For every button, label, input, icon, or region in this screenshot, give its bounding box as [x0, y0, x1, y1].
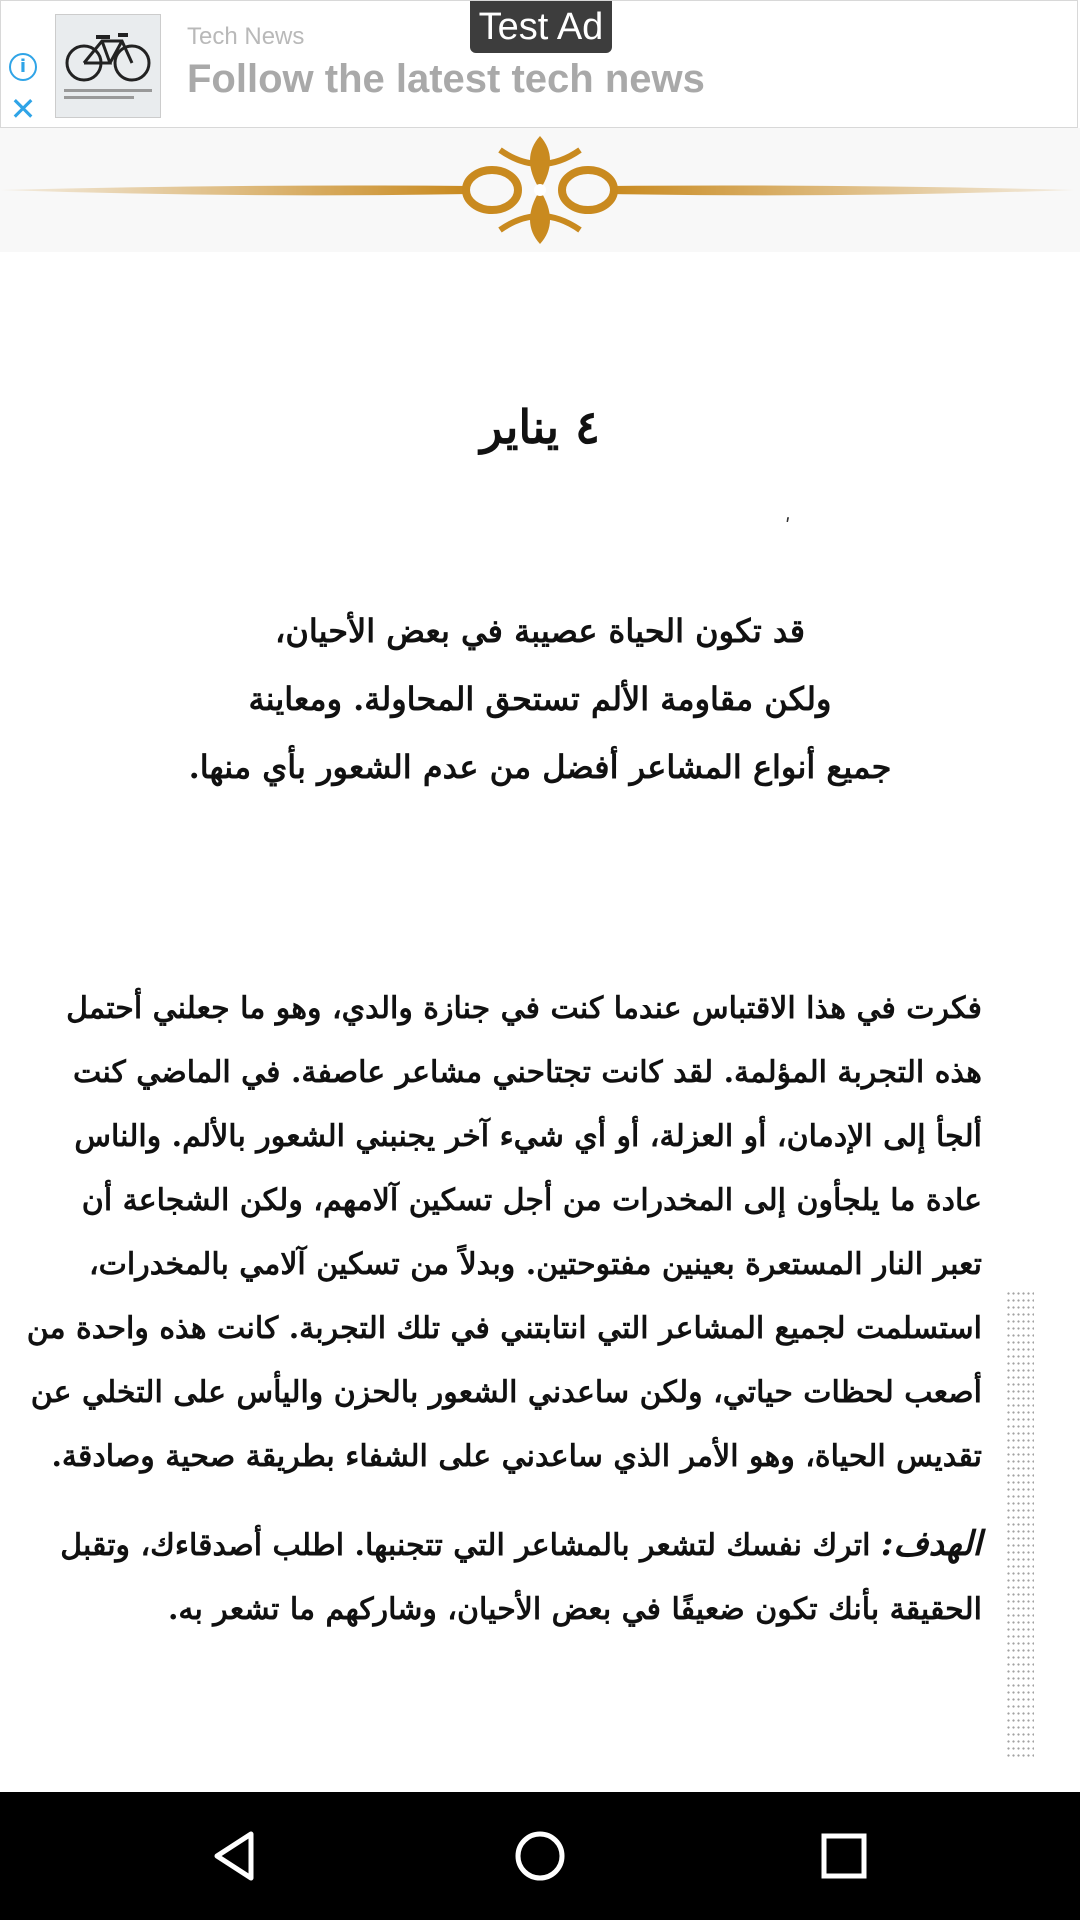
test-ad-label: Test Ad [470, 1, 612, 53]
goal-line: الحقيقة بأنك تكون ضعيفًا في بعض الأحيان، وشاركهم ما تشعر به. [167, 1592, 982, 1627]
info-icon[interactable]: i [9, 53, 37, 81]
paragraph-line: هذه التجربة المؤلمة. لقد كانت تجتاحني مشاعر عاصفة. في الماضي كنت [73, 1055, 982, 1090]
paragraph-line: فكرت في هذا الاقتباس عندما كنت في جنازة والدي، وهو ما جعلني أحتمل [66, 991, 982, 1026]
paragraph-line: تعبر النار المستعرة بعينين مفتوحتين. وبدلاً من تسكين آلامي بالمخدرات، [88, 1247, 982, 1282]
recents-square-icon[interactable] [814, 1826, 874, 1886]
quote-block [160, 597, 920, 801]
home-circle-icon[interactable] [510, 1826, 570, 1886]
paragraph-line: استسلمت لجميع المشاعر التي انتابتني في تلك التجربة. كانت هذه واحدة من [26, 1311, 982, 1346]
goal-block [60, 1512, 982, 1642]
quote-line: جميع أنواع المشاعر أفضل من عدم الشعور بأي منها. [188, 748, 892, 786]
quote-line: ولكن مقاومة الألم تستحق المحاولة. ومعاينة [248, 680, 832, 718]
goal-text: اترك نفسك لتشعر بالمشاعر التي تتجنبها. اطلب أصدقاءك، وتقبل [60, 1528, 871, 1563]
ornament-divider-icon [0, 128, 1080, 252]
scan-dot: ʹ [785, 514, 791, 538]
scan-edge-texture [1006, 1290, 1034, 1760]
paragraph-line: ألجأ إلى الإدمان، أو العزلة، أو أي شيء آخر يجنبني الشعور بالألم. والناس [74, 1119, 982, 1154]
paragraph-line: أصعب لحظات حياتي، ولكن ساعدني الشعور بالحزن واليأس على التخلي عن [30, 1375, 982, 1410]
paragraph-line: عادة ما يلجأون إلى المخدرات من أجل تسكين آلامهم، ولكن الشجاعة أن [81, 1183, 982, 1218]
close-icon[interactable]: ✕ [9, 90, 37, 128]
page-header-ornament [0, 128, 1080, 252]
bicycle-icon [56, 15, 160, 117]
quote-line: قد تكون الحياة عصيبة في بعض الأحيان، [275, 612, 805, 650]
goal-line [60, 1512, 982, 1578]
book-page [0, 252, 1080, 1792]
ad-banner[interactable] [0, 0, 1078, 128]
ad-source[interactable]: Tech News [187, 23, 305, 50]
system-navigation-bar [0, 1792, 1080, 1920]
goal-label: الهدف: [880, 1524, 982, 1564]
ad-thumbnail[interactable] [55, 14, 161, 118]
back-triangle-icon[interactable] [205, 1826, 265, 1886]
ad-headline[interactable]: Follow the latest tech news [187, 57, 705, 101]
paragraph-line: تقديس الحياة، وهو الأمر الذي ساعدني على الشفاء بطريقة صحية وصادقة. [51, 1439, 982, 1474]
reflection-paragraph [26, 977, 982, 1489]
page-date: ٤ يناير [480, 400, 600, 454]
